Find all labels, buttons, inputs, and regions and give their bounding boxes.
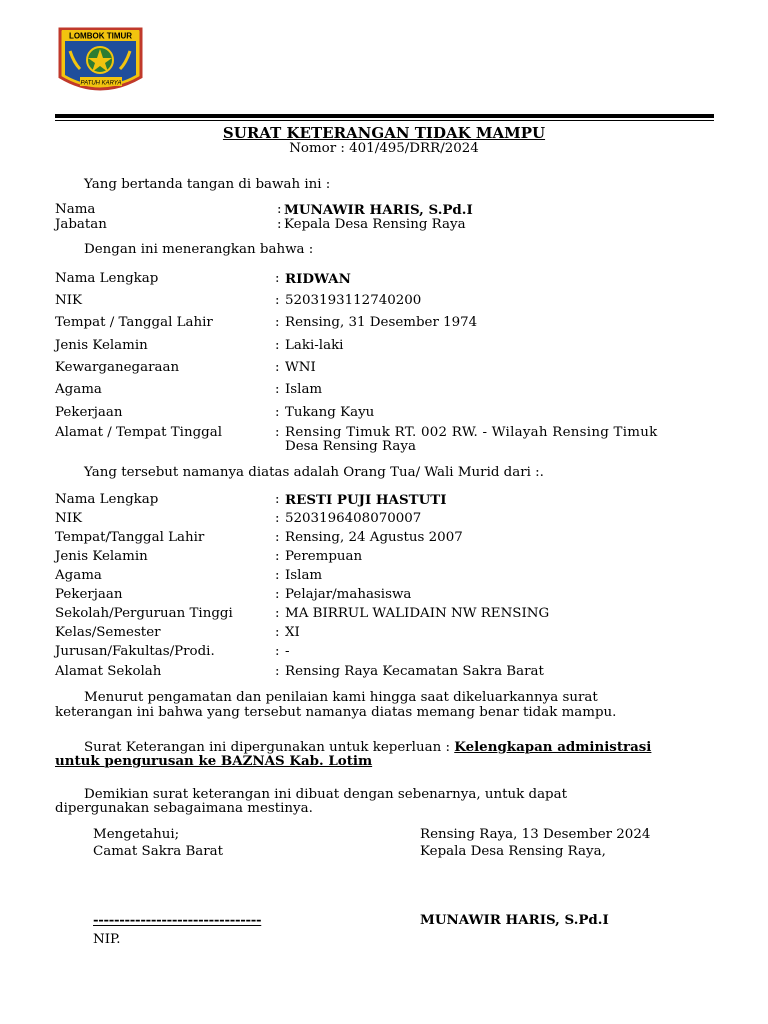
field-label: Jenis Kelamin — [55, 549, 148, 564]
field-value: Rensing, 31 Desember 1974 — [285, 315, 478, 330]
field-value: Perempuan — [285, 549, 363, 564]
closing-line-1: Demikian surat keterangan ini dibuat dengan sebenarnya, untuk dapat — [84, 787, 567, 802]
purpose-value: Kelengkapan administrasi — [454, 739, 652, 755]
field-label: Nama Lengkap — [55, 271, 159, 286]
signer-label: Jabatan — [55, 217, 107, 232]
purpose-lead: Surat Keterangan ini dipergunakan untuk keperluan : — [84, 740, 450, 755]
field-value: 5203196408070007 — [285, 511, 422, 526]
declare-text: Dengan ini menerangkan bahwa : — [84, 242, 314, 257]
left-sign-nip: NIP. — [93, 932, 121, 947]
field-value: Rensing Timuk RT. 002 RW. - Wilayah Rensing Timuk — [285, 425, 658, 440]
field-label: Agama — [55, 568, 102, 583]
field-label: NIK — [55, 293, 83, 308]
field-label: Agama — [55, 382, 102, 397]
field-value: Rensing, 24 Agustus 2007 — [285, 530, 463, 545]
field-label: Tempat / Tanggal Lahir — [55, 315, 213, 330]
document-number: Nomor : 401/495/DRR/2024 — [289, 141, 479, 156]
closing-line-2: dipergunakan sebagaimana mestinya. — [55, 801, 313, 816]
logo-bottom-text: PATUH KARYA — [80, 80, 122, 87]
observation-line-1: Menurut pengamatan dan penilaian kami hingga saat dikeluarkannya surat — [84, 690, 598, 705]
field-label: Jurusan/Fakultas/Prodi. — [55, 644, 215, 659]
signer-label: Nama — [55, 202, 96, 217]
signer-position: Kepala Desa Rensing Raya — [284, 217, 466, 232]
field-label: Kelas/Semester — [55, 625, 161, 640]
field-value: Rensing Raya Kecamatan Sakra Barat — [285, 664, 544, 679]
intro-text: Yang bertanda tangan di bawah ini : — [84, 177, 331, 192]
logo-top-text: LOMBOK TIMUR — [68, 31, 133, 41]
left-sign-name: -------------------------------- — [93, 912, 262, 928]
right-sign-line-2: Kepala Desa Rensing Raya, — [420, 844, 606, 859]
field-label: Alamat / Tempat Tinggal — [55, 425, 222, 440]
field-value: XI — [285, 625, 300, 640]
field-label: Alamat Sekolah — [55, 664, 162, 679]
field-label: Tempat/Tanggal Lahir — [55, 530, 205, 545]
left-sign-line-1: Mengetahui; — [93, 827, 180, 842]
field-label: Pekerjaan — [55, 405, 123, 420]
right-sign-name: MUNAWIR HARIS, S.Pd.I — [420, 912, 609, 928]
field-value: Pelajar/mahasiswa — [285, 587, 412, 602]
field-label: Nama Lengkap — [55, 492, 159, 507]
header-rule-thick — [55, 114, 714, 118]
purpose-line-2: untuk pengurusan ke BAZNAS Kab. Lotim — [55, 753, 373, 769]
document-title: SURAT KETERANGAN TIDAK MAMPU — [222, 124, 546, 142]
field-label: Jenis Kelamin — [55, 338, 148, 353]
lombok-timur-logo — [58, 27, 143, 99]
field-label: Sekolah/Perguruan Tinggi — [55, 606, 233, 621]
left-sign-line-2: Camat Sakra Barat — [93, 844, 224, 859]
field-value: MA BIRRUL WALIDAIN NW RENSING — [285, 606, 550, 621]
observation-line-2: keterangan ini bahwa yang tersebut namanya diatas memang benar tidak mampu. — [55, 705, 617, 720]
right-sign-line-1: Rensing Raya, 13 Desember 2024 — [420, 827, 651, 842]
field-value: Laki-laki — [285, 338, 344, 353]
field-value: - — [285, 644, 290, 659]
parent-of-text: Yang tersebut namanya diatas adalah Orang Tua/ Wali Murid dari :. — [84, 465, 544, 480]
field-value: Islam — [285, 382, 323, 397]
field-label: Pekerjaan — [55, 587, 123, 602]
field-value-line2: Desa Rensing Raya — [285, 439, 416, 454]
field-label: NIK — [55, 511, 83, 526]
field-value: Tukang Kayu — [285, 405, 375, 420]
field-value: 5203193112740200 — [285, 293, 422, 308]
field-value: RESTI PUJI HASTUTI — [285, 492, 447, 508]
signer-name: MUNAWIR HARIS, S.Pd.I — [284, 202, 473, 218]
field-label: Kewarganegaraan — [55, 360, 180, 375]
header-rule-thin — [55, 120, 714, 121]
field-value: Islam — [285, 568, 323, 583]
field-value: RIDWAN — [285, 271, 351, 287]
field-value: WNI — [285, 360, 316, 375]
